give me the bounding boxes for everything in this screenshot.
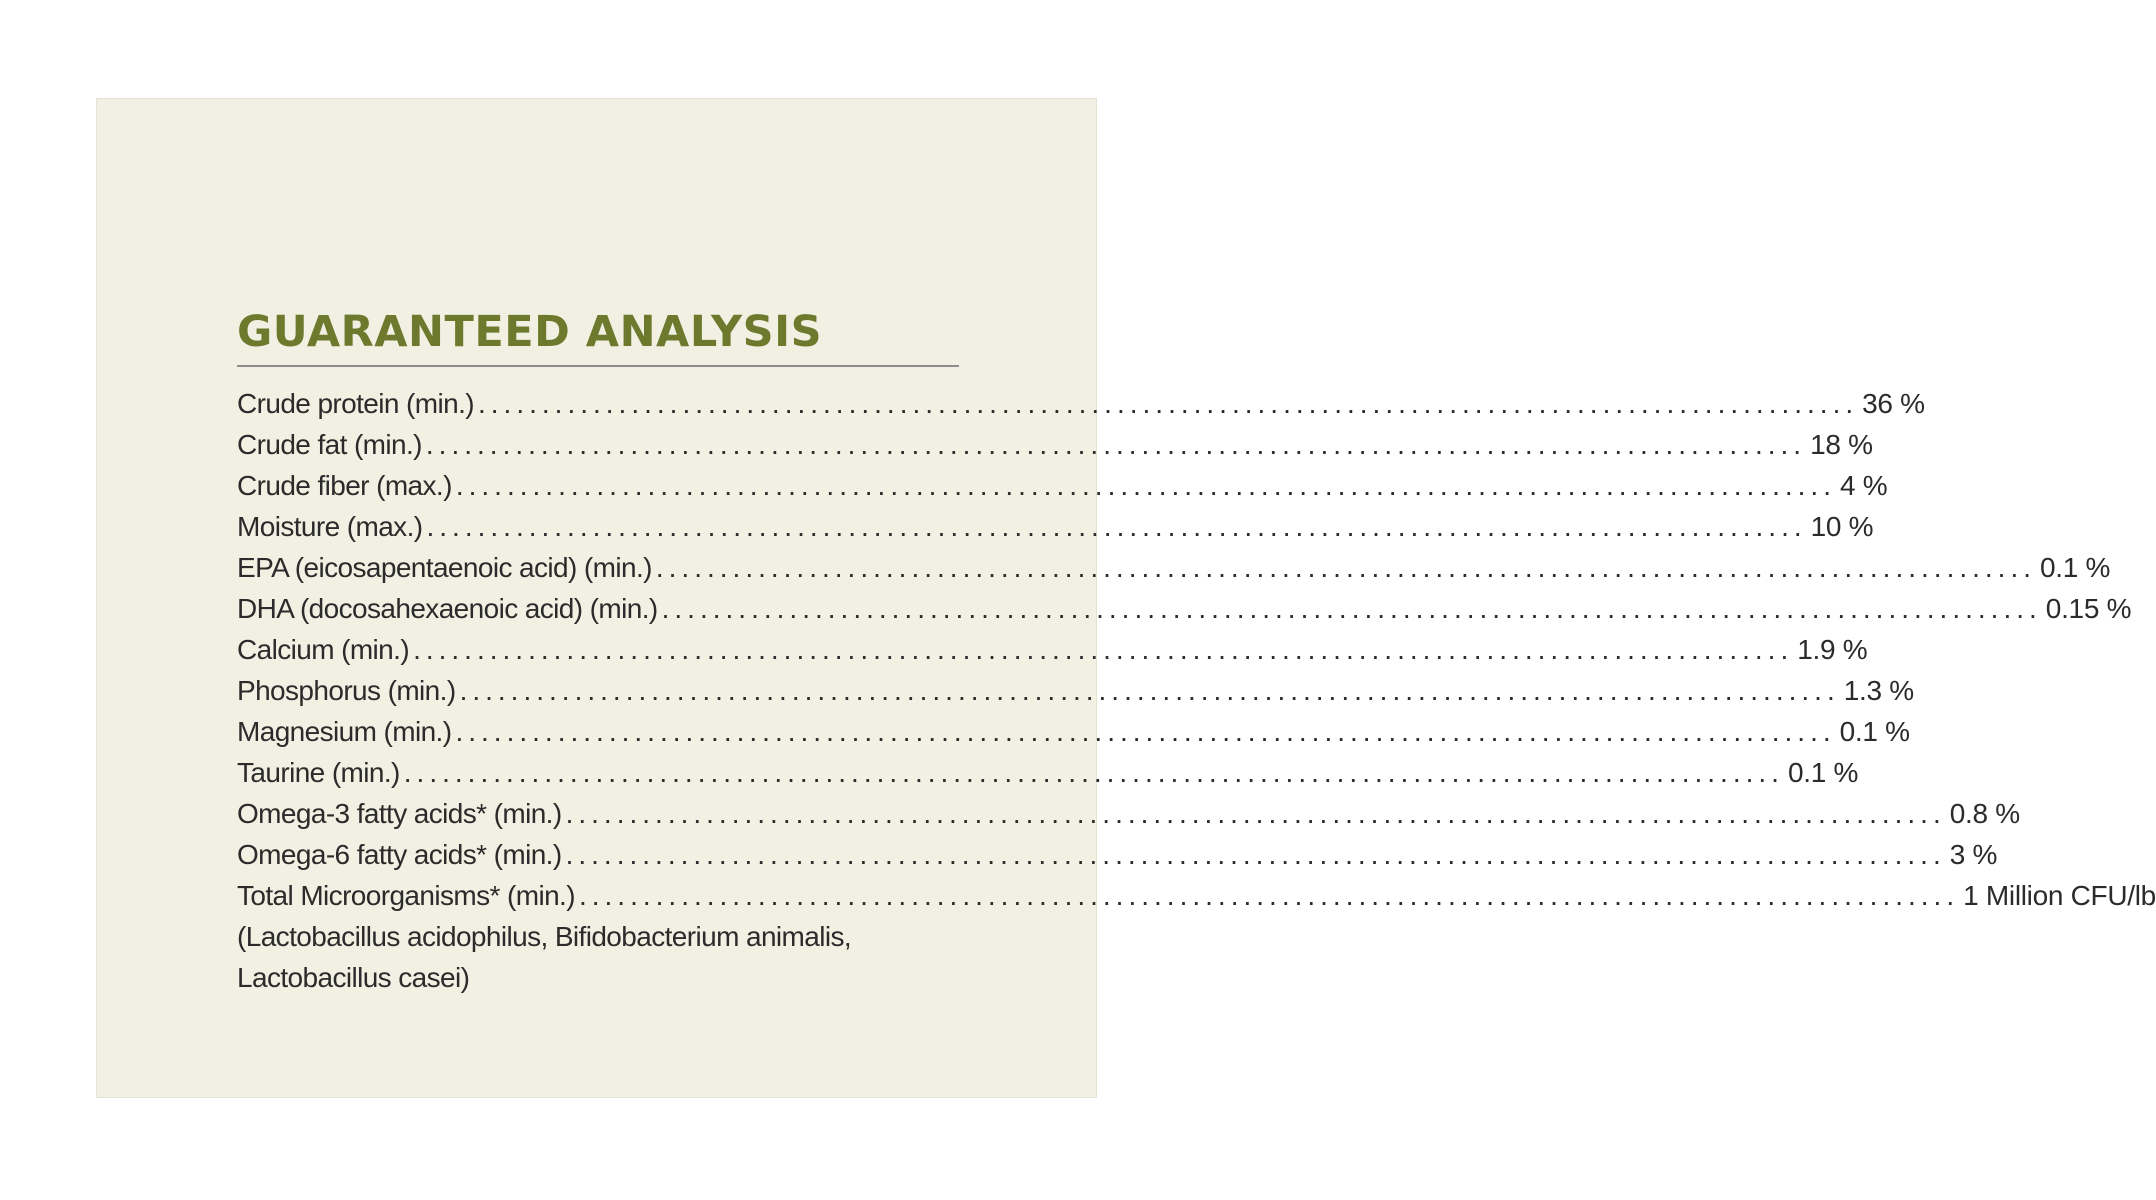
row-value: 1.9 % bbox=[1797, 634, 1868, 665]
analysis-table bbox=[237, 383, 2156, 998]
row-label: DHA (docosahexaenoic acid) (min.) bbox=[237, 593, 658, 624]
row-value: 1.3 % bbox=[1843, 675, 1914, 706]
analysis-row bbox=[237, 629, 1868, 670]
row-label: Omega-3 fatty acids* (min.) bbox=[237, 798, 562, 829]
row-value: 36 % bbox=[1862, 388, 1925, 419]
row-label: Magnesium (min.) bbox=[237, 716, 452, 747]
dot-leader: ............................................................................................................ bbox=[425, 429, 1807, 460]
dot-leader: ............................................................................................................ bbox=[455, 716, 1836, 747]
analysis-row bbox=[237, 506, 1874, 547]
row-value: 0.1 % bbox=[1839, 716, 1910, 747]
dot-leader: ............................................................................................................ bbox=[403, 757, 1784, 788]
row-label: Calcium (min.) bbox=[237, 634, 410, 665]
analysis-row bbox=[237, 465, 1888, 506]
dot-leader: ............................................................................................................ bbox=[661, 593, 2042, 624]
row-label: Moisture (max.) bbox=[237, 511, 423, 542]
dot-leader: ............................................................................................................ bbox=[459, 675, 1840, 706]
dot-leader: ............................................................................................................ bbox=[655, 552, 2037, 583]
dot-leader: ............................................................................................................ bbox=[477, 388, 1859, 419]
title-divider bbox=[237, 365, 959, 367]
dot-leader: ............................................................................................................ bbox=[413, 634, 1794, 665]
row-value: 10 % bbox=[1810, 511, 1874, 542]
analysis-row bbox=[237, 383, 1925, 424]
row-label: Crude protein (min.) bbox=[237, 388, 474, 419]
analysis-row bbox=[237, 711, 1910, 752]
analysis-row bbox=[237, 793, 2020, 834]
dot-leader: ............................................................................................................ bbox=[578, 880, 1960, 911]
row-value: 1 Million CFU/lb bbox=[1963, 880, 2156, 911]
analysis-row bbox=[237, 424, 1873, 465]
row-label: Crude fiber (max.) bbox=[237, 470, 452, 501]
analysis-panel bbox=[96, 98, 2156, 1098]
analysis-row bbox=[237, 875, 2156, 916]
dot-leader: ............................................................................................................ bbox=[426, 511, 1807, 542]
analysis-row bbox=[237, 752, 1859, 793]
dot-leader: ............................................................................................................ bbox=[455, 470, 1836, 501]
analysis-row bbox=[237, 547, 2111, 588]
dot-leader: ............................................................................................................ bbox=[565, 798, 1946, 829]
row-value: 0.1 % bbox=[1787, 757, 1859, 788]
microorganisms-note-line: (Lactobacillus acidophilus, Bifidobacterium animalis, bbox=[237, 921, 852, 952]
microorganisms-note-line: Lactobacillus casei) bbox=[237, 962, 470, 993]
row-label: EPA (eicosapentaenoic acid) (min.) bbox=[237, 552, 652, 583]
row-value: 0.8 % bbox=[1949, 798, 2020, 829]
row-value: 18 % bbox=[1810, 429, 1873, 460]
analysis-content bbox=[237, 307, 2156, 998]
row-label: Crude fat (min.) bbox=[237, 429, 422, 460]
analysis-row bbox=[237, 588, 2132, 629]
row-label: Taurine (min.) bbox=[237, 757, 400, 788]
row-label: Phosphorus (min.) bbox=[237, 675, 456, 706]
row-value: 3 % bbox=[1949, 839, 1998, 870]
row-value: 0.15 % bbox=[2045, 593, 2132, 624]
analysis-title: GUARANTEED ANALYSIS bbox=[237, 307, 823, 357]
row-label: Total Microorganisms* (min.) bbox=[237, 880, 575, 911]
analysis-row bbox=[237, 670, 1914, 711]
analysis-row bbox=[237, 834, 1998, 875]
dot-leader: ............................................................................................................ bbox=[565, 839, 1946, 870]
row-value: 4 % bbox=[1840, 470, 1888, 501]
row-value: 0.1 % bbox=[2040, 552, 2111, 583]
row-label: Omega-6 fatty acids* (min.) bbox=[237, 839, 562, 870]
